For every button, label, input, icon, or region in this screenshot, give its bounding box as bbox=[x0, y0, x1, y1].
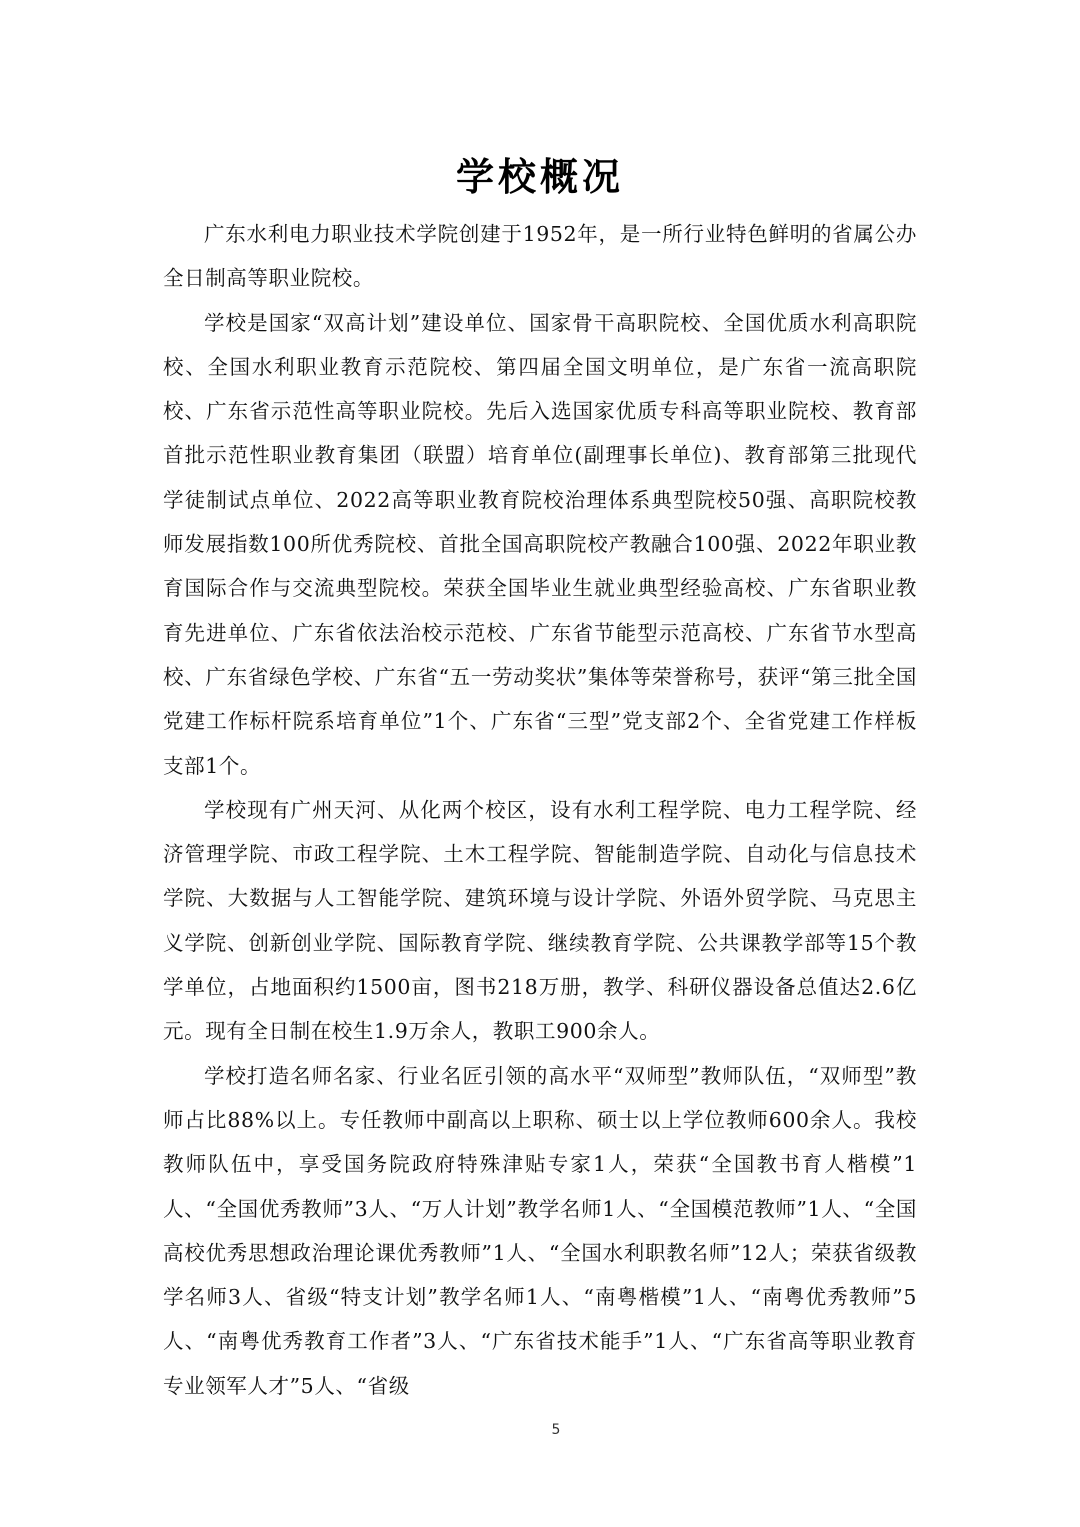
paragraph-faculty: 学校打造名师名家、行业名匠引领的高水平“双师型”教师队伍，“双师型”教师占比88%以上。专任教师中副高以上职称、硕士以上学位教师600余人。我校教师队伍中，享受国务院政府特殊津贴专家1人，荣获“全国教书育人楷模”1人、“全国优秀教师”3人、“万人计划”教学名师1人、“全国模范教师”1人、“全国高校优秀思想政治理论课优秀教师”1人、“全国水利职教名师”12人；荣获省级教学名师3人、省级“特支计划”教学名师1人、“南粤楷模”1人、“南粤优秀教师”5人、“南粤优秀教育工作者”3人、“广东省技术能手”1人、“广东省高等职业教育专业领军人才”5人、“省级 bbox=[163, 1063, 917, 1398]
page-number: 5 bbox=[551, 1422, 561, 1438]
page-title: 学校概况 bbox=[455, 155, 624, 200]
document-body bbox=[163, 212, 917, 1408]
paragraph-campus: 学校现有广州天河、从化两个校区，设有水利工程学院、电力工程学院、经济管理学院、市政工程学院、土木工程学院、智能制造学院、自动化与信息技术学院、大数据与人工智能学院、建筑环境与设计学院、外语外贸学院、马克思主义学院、创新创业学院、国际教育学院、继续教育学院、公共课教学部等15个教学单位，占地面积约1500亩，图书218万册，教学、科研仪器设备总值达2.6亿元。现有全日制在校生1.9万余人，教职工900余人。 bbox=[163, 797, 917, 1044]
paragraph-honors: 学校是国家“双高计划”建设单位、国家骨干高职院校、全国优质水利高职院校、全国水利职业教育示范院校、第四届全国文明单位，是广东省一流高职院校、广东省示范性高等职业院校。先后入选国家优质专科高等职业院校、教育部首批示范性职业教育集团（联盟）培育单位(副理事长单位)、教育部第三批现代学徒制试点单位、2022高等职业教育院校治理体系典型院校50强、高职院校教师发展指数100所优秀院校、首批全国高职院校产教融合100强、2022年职业教育国际合作与交流典型院校。荣获全国毕业生就业典型经验高校、广东省职业教育先进单位、广东省依法治校示范校、广东省节能型示范高校、广东省节水型高校、广东省绿色学校、广东省“五一劳动奖状”集体等荣誉称号，获评“第三批全国党建工作标杆院系培育单位”1个、广东省“三型”党支部2个、全省党建工作样板支部1个。 bbox=[163, 310, 917, 778]
paragraph-intro: 广东水利电力职业技术学院创建于1952年，是一所行业特色鲜明的省属公办全日制高等职业院校。 bbox=[163, 222, 917, 291]
